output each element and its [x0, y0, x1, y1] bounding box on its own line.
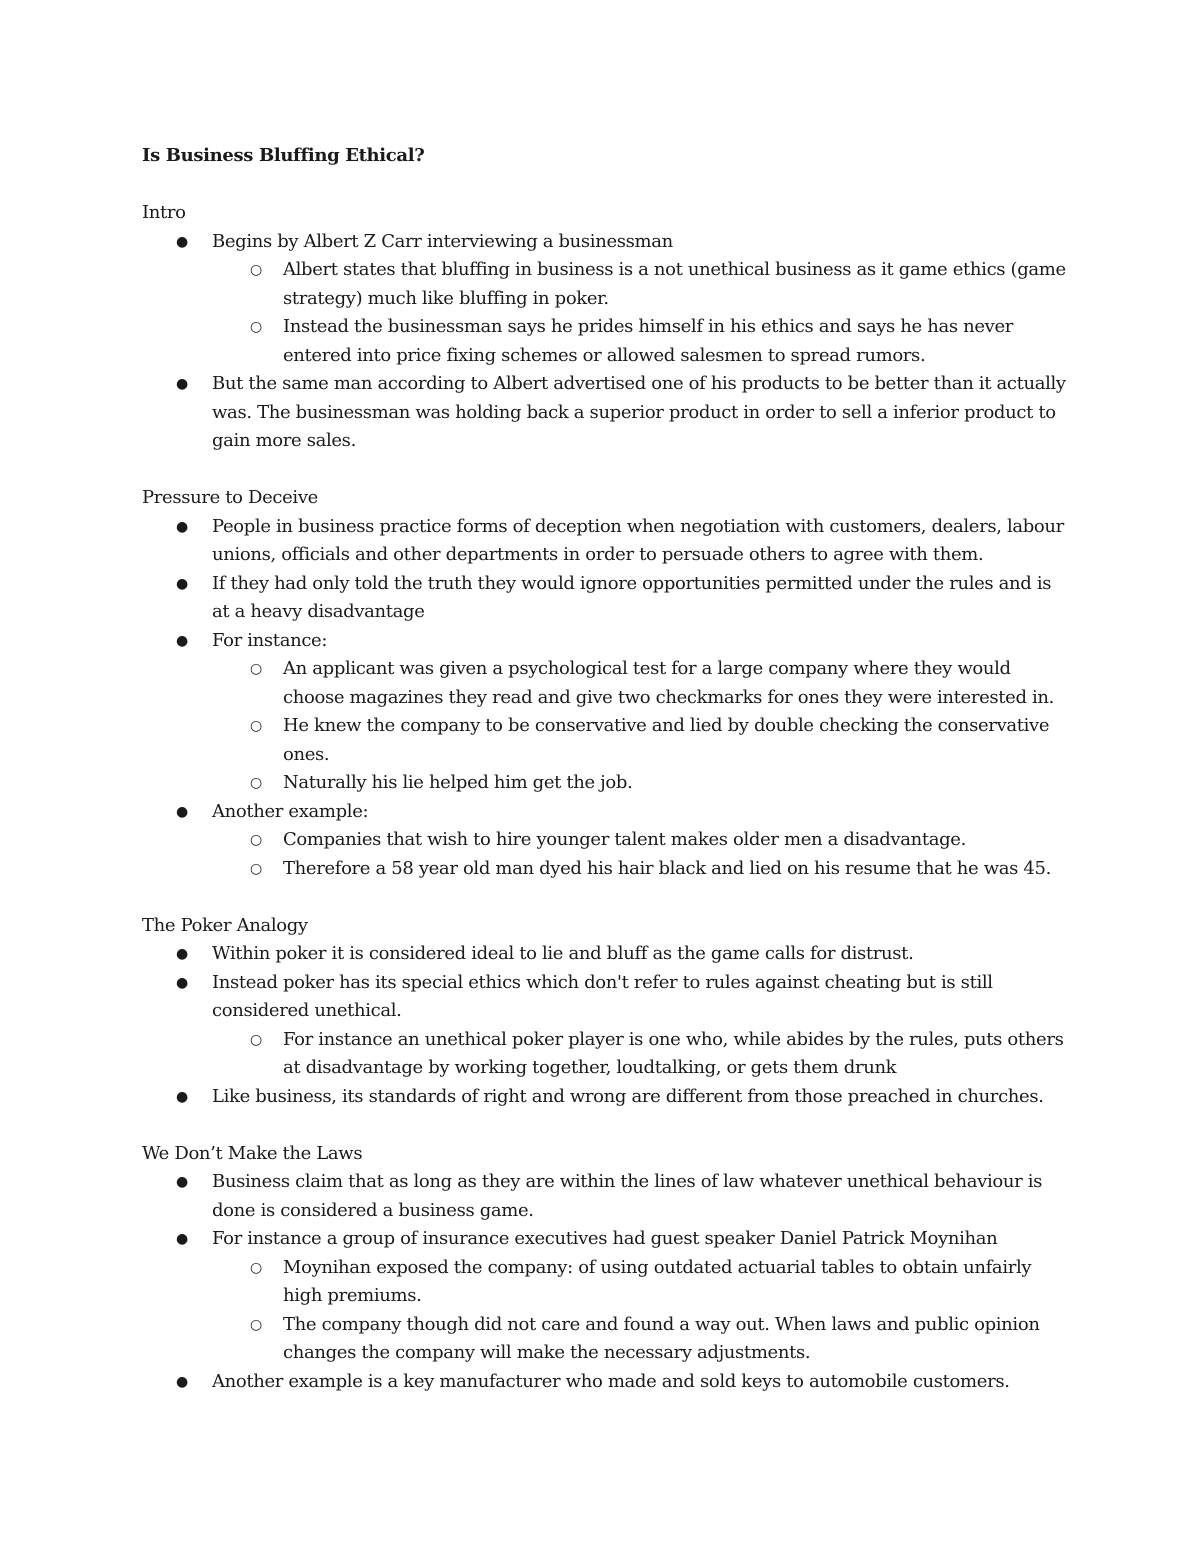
- bullet-text: Another example:: [212, 800, 369, 822]
- section: [142, 912, 1072, 1112]
- bullet-list: [142, 1168, 1072, 1396]
- sub-bullet-list: [212, 826, 1072, 883]
- sub-bullet-item: ○ Moynihan exposed the company: of using outdated actuarial tables to obtain unfairly high premiums.: [212, 1254, 1072, 1311]
- document-page: [142, 142, 1072, 1425]
- section: [142, 199, 1072, 456]
- sub-bullet-item: ○ For instance an unethical poker player is one who, while abides by the rules, puts others at disadvantage by working together, loudtalking, or gets them drunk: [212, 1026, 1072, 1083]
- bullet-text: Like business, its standards of right and wrong are different from those preached in churches.: [212, 1085, 1044, 1107]
- bullet-text: For instance:: [212, 629, 328, 651]
- bullet-list: [142, 940, 1072, 1111]
- bullet-list: [142, 513, 1072, 884]
- section-heading: We Don’t Make the Laws: [142, 1142, 363, 1164]
- bullet-text: Within poker it is considered ideal to lie and bluff as the game calls for distrust.: [212, 943, 914, 964]
- document-body: [142, 199, 1072, 1396]
- bullet-text: Business claim that as long as they are within the lines of law whatever unethical behaviour is done is considered a business game.: [212, 1171, 1042, 1221]
- bullet-item: [142, 1225, 1072, 1368]
- bullet-item: [142, 513, 1072, 570]
- bullet-list: [142, 228, 1072, 456]
- bullet-item: [142, 370, 1072, 456]
- bullet-text: People in business practice forms of deception when negotiation with customers, dealers, labour unions, officials and other departments in order to persuade others to agree with them.: [212, 515, 1064, 565]
- section-heading: Intro: [142, 202, 186, 223]
- bullet-item: [142, 228, 1072, 371]
- sub-bullet-item: ○ Therefore a 58 year old man dyed his hair black and lied on his resume that he was 45.: [212, 855, 1072, 884]
- sub-bullet-item: ○ Naturally his lie helped him get the job.: [212, 769, 1072, 798]
- bullet-text: Begins by Albert Z Carr interviewing a businessman: [212, 230, 673, 252]
- bullet-item: [142, 627, 1072, 798]
- bullet-item: [142, 1368, 1072, 1397]
- bullet-item: [142, 940, 1072, 969]
- sub-bullet-item: ○ Instead the businessman says he prides himself in his ethics and says he has never entered into price fixing schemes or allowed salesmen to spread rumors.: [212, 313, 1072, 370]
- sub-bullet-item: ○ The company though did not care and found a way out. When laws and public opinion changes the company will make the necessary adjustments.: [212, 1311, 1072, 1368]
- section-heading: Pressure to Deceive: [142, 487, 318, 508]
- bullet-text: Another example is a key manufacturer who made and sold keys to automobile customers.: [212, 1370, 1010, 1392]
- section: [142, 1140, 1072, 1397]
- sub-bullet-item: ○ An applicant was given a psychological test for a large company where they would choose magazines they read and give two checkmarks for ones they were interested in.: [212, 655, 1072, 712]
- bullet-item: [142, 969, 1072, 1083]
- bullet-text: Instead poker has its special ethics which don't refer to rules against cheating but is still considered unethical.: [212, 971, 993, 1021]
- bullet-item: [142, 798, 1072, 884]
- bullet-text: For instance a group of insurance executives had guest speaker Daniel Patrick Moynihan: [212, 1228, 998, 1249]
- bullet-text: If they had only told the truth they would ignore opportunities permitted under the rules and is at a heavy disadvantage: [212, 572, 1052, 622]
- sub-bullet-item: ○ He knew the company to be conservative and lied by double checking the conservative ones.: [212, 712, 1072, 769]
- sub-bullet-item: ○ Companies that wish to hire younger talent makes older men a disadvantage.: [212, 826, 1072, 855]
- sub-bullet-list: [212, 256, 1072, 370]
- sub-bullet-list: [212, 1254, 1072, 1368]
- bullet-text: But the same man according to Albert advertised one of his products to be better than it actually was. The businessman was holding back a superior product in order to sell a inferior product to gain more sales.: [212, 373, 1066, 451]
- sub-bullet-list: [212, 1026, 1072, 1083]
- sub-bullet-list: [212, 655, 1072, 798]
- bullet-item: [142, 1083, 1072, 1112]
- sub-bullet-item: ○ Albert states that bluffing in business is a not unethical business as it game ethics (game strategy) much like bluffing in poker.: [212, 256, 1072, 313]
- bullet-item: [142, 1168, 1072, 1225]
- bullet-item: [142, 570, 1072, 627]
- section: [142, 484, 1072, 883]
- document-title: Is Business Bluffing Ethical?: [142, 145, 425, 166]
- section-heading: The Poker Analogy: [142, 914, 308, 936]
